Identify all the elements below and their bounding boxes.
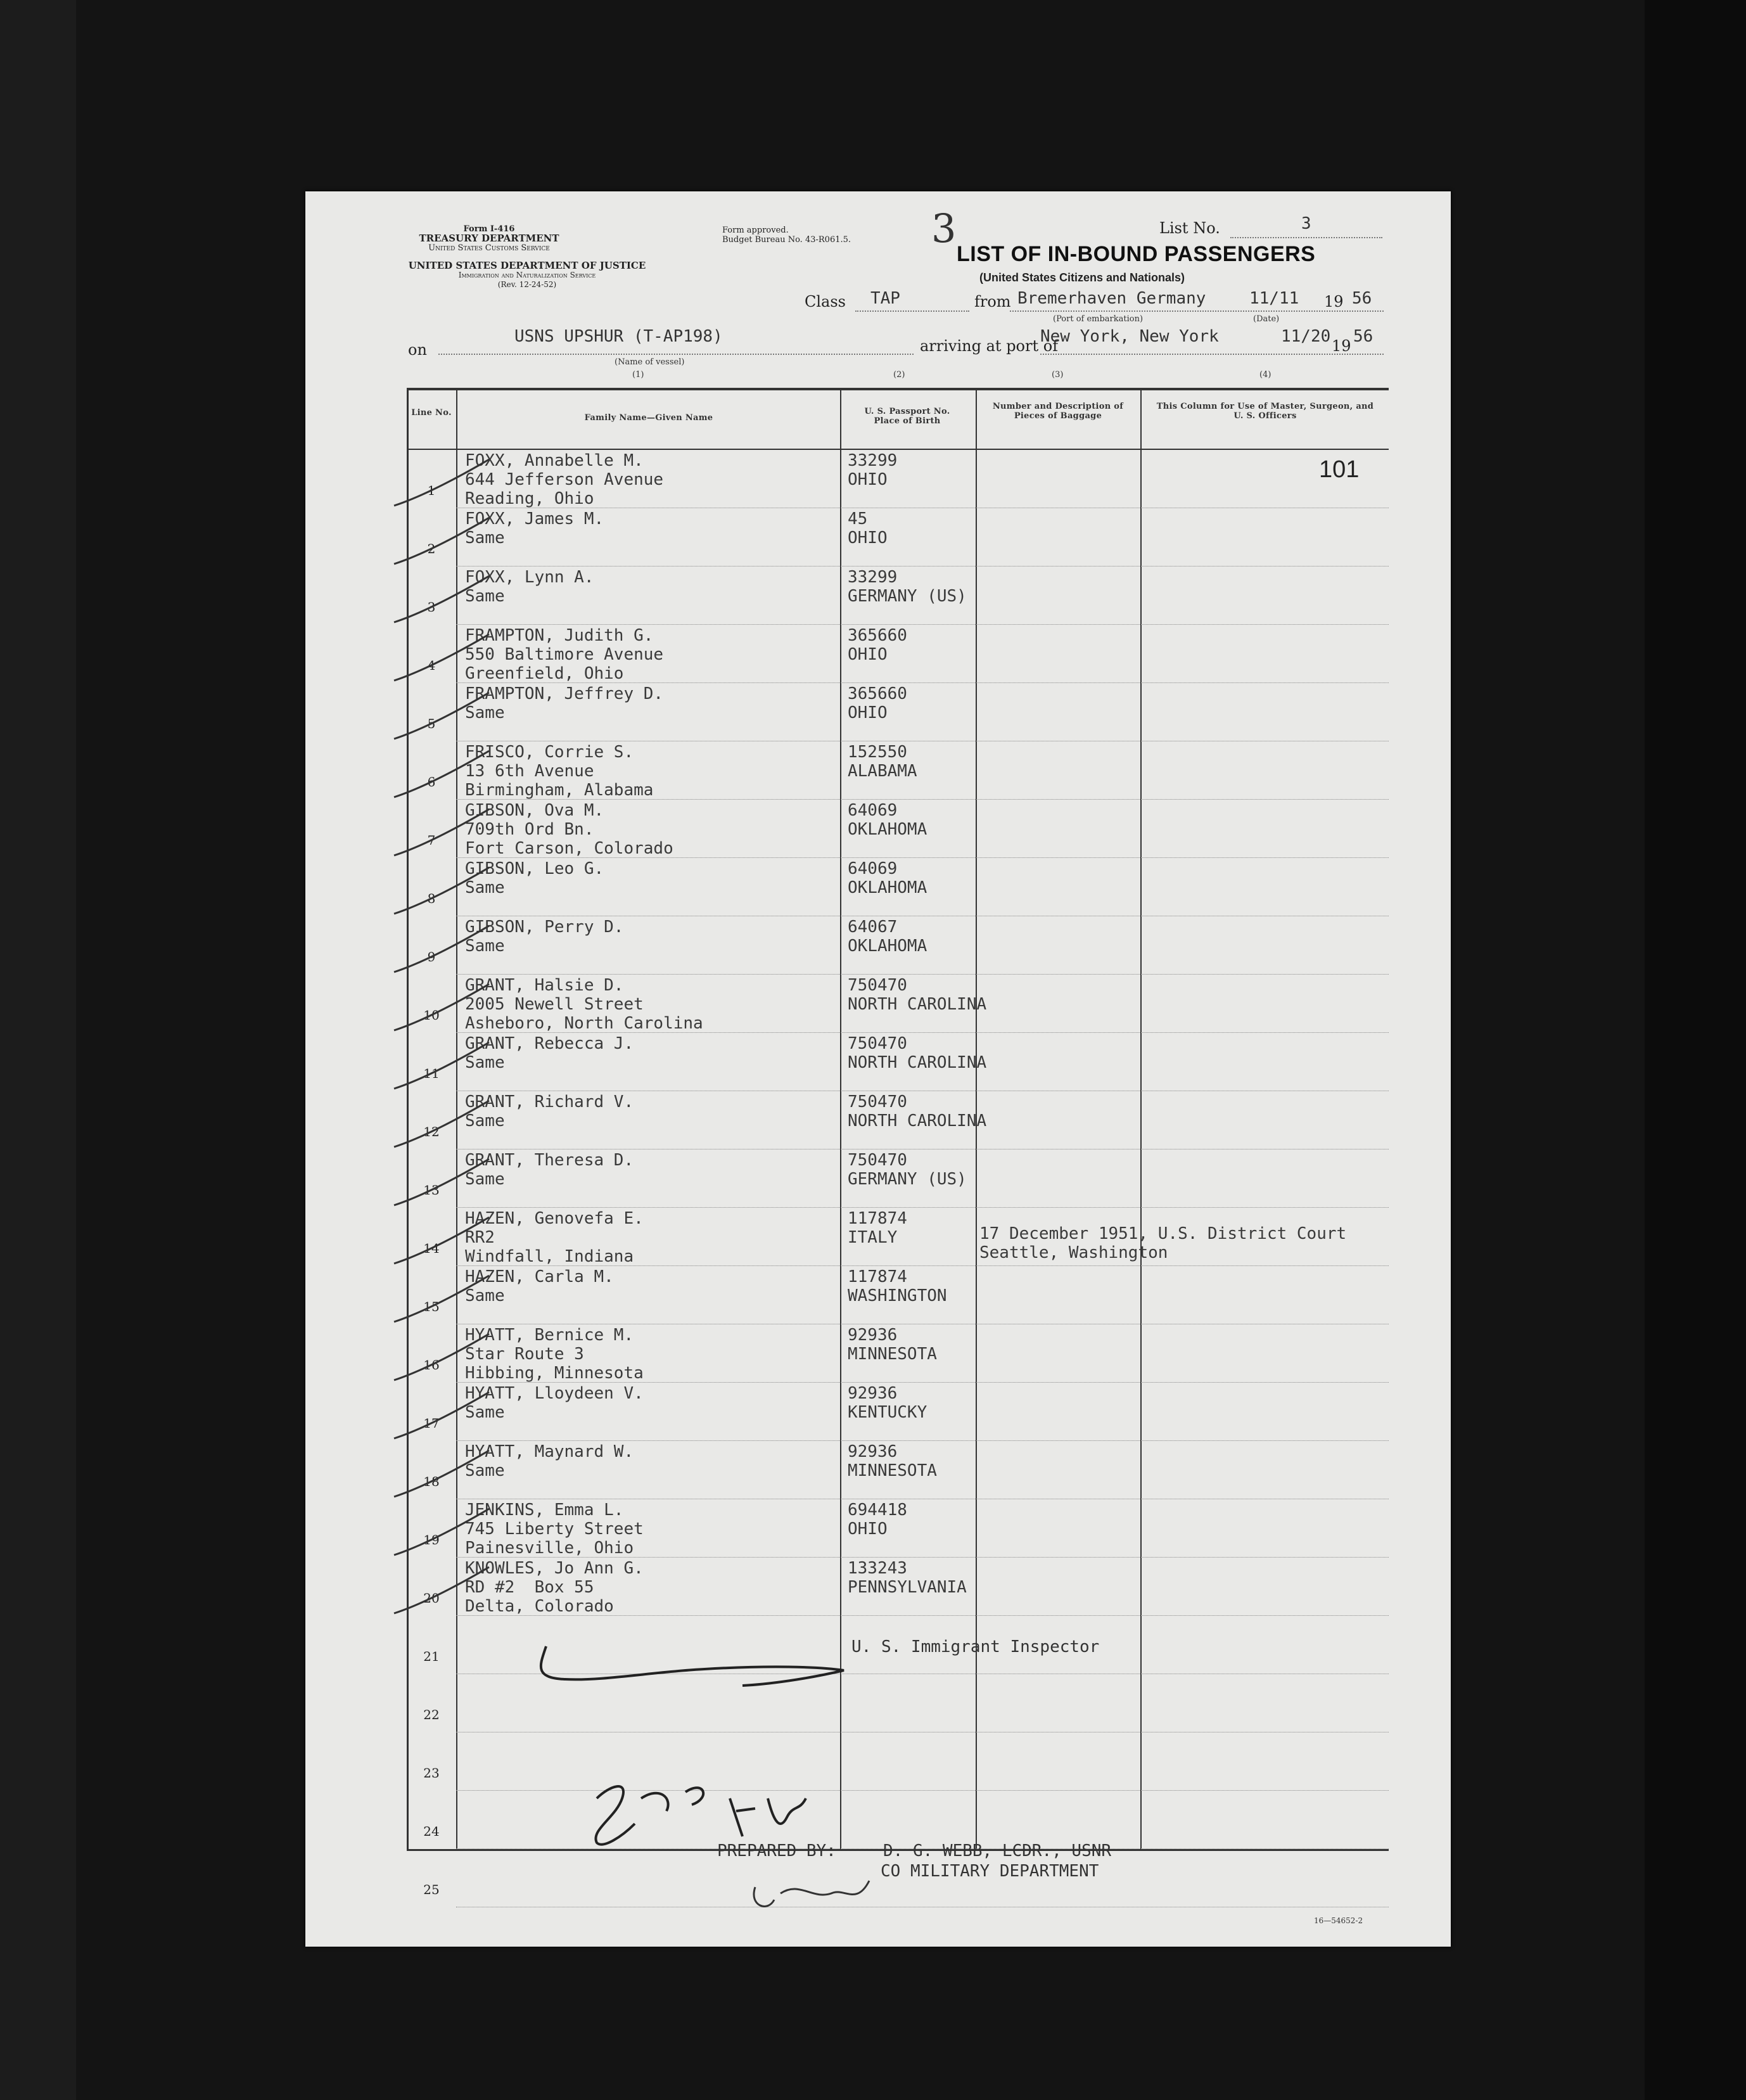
line-number: 12 — [423, 1124, 440, 1139]
tally-mark — [394, 1567, 489, 1613]
tally-mark — [394, 1450, 489, 1497]
passenger-address: Painesville, Ohio — [465, 1539, 634, 1558]
tally-mark — [394, 926, 489, 972]
passport-number: 33299 — [848, 568, 898, 587]
date-caption: (Date) — [1253, 314, 1280, 324]
passenger-address: Same — [465, 1286, 505, 1305]
handwritten-list-number: 3 — [931, 205, 957, 252]
passport-number: 694418 — [848, 1501, 907, 1520]
page-subtitle: (United States Citizens and Nationals) — [979, 271, 1185, 284]
list-no-dotline — [1230, 237, 1382, 238]
line-number: 17 — [423, 1416, 440, 1431]
line-number: 5 — [427, 716, 436, 731]
passport-number: 33299 — [848, 451, 898, 470]
table-row — [407, 508, 1389, 567]
passenger-address: Fort Carson, Colorado — [465, 839, 673, 858]
place-of-birth: WASHINGTON — [848, 1286, 947, 1305]
place-of-birth: GERMANY (US) — [848, 587, 967, 606]
line-number: 19 — [423, 1532, 440, 1547]
passenger-address: 2005 Newell Street — [465, 995, 644, 1014]
tally-mark — [394, 459, 489, 506]
line-number: 16 — [423, 1357, 440, 1373]
line-number: 3 — [427, 599, 436, 615]
year-prefix: 19 — [1332, 337, 1351, 355]
col-header-officers: This Column for Use of Master, Surgeon, and U. S. Officers — [1156, 402, 1374, 421]
class-label: Class — [805, 293, 846, 311]
table-row — [407, 975, 1389, 1033]
inspector-label: U. S. Immigrant Inspector — [851, 1637, 1100, 1656]
line-number: 11 — [423, 1066, 440, 1081]
passenger-address: 644 Jefferson Avenue — [465, 470, 664, 489]
table-row — [407, 1324, 1389, 1383]
passport-number: 750470 — [848, 1151, 907, 1170]
arrival-port-value: New York, New York — [1040, 327, 1219, 346]
table-row — [407, 567, 1389, 625]
passenger-address: RR2 — [465, 1228, 495, 1247]
passenger-address: Same — [465, 878, 505, 897]
place-of-birth: NORTH CAROLINA — [848, 1111, 987, 1130]
passport-number: 45 — [848, 509, 868, 528]
passenger-address: Hibbing, Minnesota — [465, 1364, 644, 1383]
col-num-4: (4) — [1259, 370, 1271, 380]
table-row — [407, 800, 1389, 858]
place-of-birth: OHIO — [848, 703, 888, 722]
list-no-value: 3 — [1301, 214, 1311, 233]
vessel-value: USNS UPSHUR (T-AP198) — [514, 327, 723, 346]
arrival-year-value: 56 — [1353, 327, 1373, 346]
tally-mark — [394, 868, 489, 914]
scan-border-right — [1645, 0, 1746, 2100]
passenger-name: KNOWLES, Jo Ann G. — [465, 1559, 644, 1578]
place-of-birth: OHIO — [848, 470, 888, 489]
passport-number: 117874 — [848, 1267, 907, 1286]
col-num-1: (1) — [632, 370, 644, 380]
passport-number: 365660 — [848, 684, 907, 703]
passport-number: 92936 — [848, 1442, 898, 1461]
passenger-name: GRANT, Richard V. — [465, 1092, 634, 1111]
place-of-birth: OHIO — [848, 645, 888, 664]
table-row — [407, 1149, 1389, 1208]
tally-mark — [394, 1509, 489, 1555]
treasury-dept: TREASURY DEPARTMENT — [419, 233, 559, 244]
table-row — [407, 1383, 1389, 1441]
table-row — [407, 1558, 1389, 1616]
passport-number: 64069 — [848, 801, 898, 820]
passenger-address: Same — [465, 937, 505, 956]
passenger-name: GRANT, Theresa D. — [465, 1151, 634, 1170]
tally-mark — [394, 984, 489, 1030]
col-header-baggage: Number and Description of Pieces of Baggage — [992, 402, 1124, 421]
passenger-address: Star Route 3 — [465, 1345, 584, 1364]
line-number: 9 — [427, 949, 436, 964]
passport-number: 92936 — [848, 1384, 898, 1403]
line-number: 22 — [423, 1707, 440, 1722]
passenger-address: Same — [465, 703, 505, 722]
place-of-birth: KENTUCKY — [848, 1403, 927, 1422]
port-embarkation-value: Bremerhaven Germany — [1017, 289, 1206, 308]
arrival-date-value: 11/20 — [1281, 327, 1331, 346]
line-number: 2 — [427, 541, 436, 556]
table-row — [407, 1033, 1389, 1091]
passenger-name: HAZEN, Genovefa E. — [465, 1209, 644, 1228]
vessel-caption: (Name of vessel) — [615, 357, 685, 367]
handwritten-signatures — [502, 1608, 1021, 2001]
passenger-name: GRANT, Rebecca J. — [465, 1034, 634, 1053]
passport-number: 365660 — [848, 626, 907, 645]
line-number: 4 — [427, 658, 436, 673]
year-prefix: 19 — [1324, 293, 1344, 311]
passport-number: 152550 — [848, 743, 907, 762]
arrival-dotline — [1040, 354, 1384, 355]
tally-mark — [394, 1159, 489, 1205]
embarkation-date-value: 11/11 — [1249, 289, 1299, 308]
passenger-name: FRAMPTON, Judith G. — [465, 626, 654, 645]
justice-dept: UNITED STATES DEPARTMENT OF JUSTICE — [408, 260, 646, 271]
form-approved: Form approved. — [722, 226, 789, 235]
place-of-birth: OKLAHOMA — [848, 937, 927, 956]
col-header-passport: U. S. Passport No. Place of Birth — [864, 407, 950, 426]
place-of-birth: ALABAMA — [848, 762, 917, 781]
place-of-birth: NORTH CAROLINA — [848, 1053, 987, 1072]
line-number: 18 — [423, 1474, 440, 1489]
passenger-name: GIBSON, Perry D. — [465, 918, 624, 937]
passenger-address: Same — [465, 528, 505, 547]
tally-mark — [394, 693, 489, 739]
passenger-address: Same — [465, 1461, 505, 1480]
passenger-address: Reading, Ohio — [465, 489, 594, 508]
tally-mark — [394, 518, 489, 564]
line-number: 1 — [427, 483, 436, 498]
place-of-birth: OKLAHOMA — [848, 878, 927, 897]
line-number: 13 — [423, 1182, 440, 1198]
tally-mark — [394, 1276, 489, 1322]
place-of-birth: NORTH CAROLINA — [848, 995, 987, 1014]
tally-mark — [394, 1042, 489, 1089]
passenger-address: Delta, Colorado — [465, 1597, 614, 1616]
passenger-address: Same — [465, 1403, 505, 1422]
passport-number: 133243 — [848, 1559, 907, 1578]
line-number: 14 — [423, 1241, 440, 1256]
line-number: 8 — [427, 891, 436, 906]
passenger-address: RD #2 Box 55 — [465, 1578, 594, 1597]
passport-number: 92936 — [848, 1326, 898, 1345]
class-value: TAP — [870, 289, 900, 308]
passport-number: 64067 — [848, 918, 898, 937]
place-of-birth: OHIO — [848, 528, 888, 547]
passenger-address: Same — [465, 587, 505, 606]
passport-number: 750470 — [848, 1092, 907, 1111]
arriving-label: arriving at port of — [920, 337, 1059, 355]
prepared-by-title: CO MILITARY DEPARTMENT — [881, 1862, 1099, 1881]
passenger-name: HYATT, Lloydeen V. — [465, 1384, 644, 1403]
passenger-address: Greenfield, Ohio — [465, 664, 624, 683]
footer-form-code: 16—54652-2 — [1314, 1916, 1363, 1925]
passenger-name: GIBSON, Leo G. — [465, 859, 604, 878]
table-row — [407, 625, 1389, 683]
passenger-address: Same — [465, 1053, 505, 1072]
col-header-line: Line No. — [411, 408, 452, 418]
line-number: 24 — [423, 1824, 440, 1839]
place-of-birth: PENNSYLVANIA — [848, 1578, 967, 1597]
place-of-birth: MINNESOTA — [848, 1461, 937, 1480]
vessel-dotline — [438, 354, 914, 355]
passenger-name: FRISCO, Corrie S. — [465, 743, 634, 762]
line-number: 10 — [423, 1008, 440, 1023]
passenger-address: 13 6th Avenue — [465, 762, 594, 781]
form-number: Form I-416 — [463, 224, 515, 234]
col-header-name: Family Name—Given Name — [584, 413, 713, 423]
table-row — [407, 683, 1389, 741]
form-agency-block — [400, 224, 578, 253]
passenger-address: Same — [465, 1111, 505, 1130]
place-of-birth: ITALY — [848, 1228, 898, 1247]
tally-mark — [394, 809, 489, 855]
table-row — [407, 450, 1389, 508]
embarkation-year-value: 56 — [1352, 289, 1372, 308]
line-number: 7 — [427, 833, 436, 848]
place-of-birth: GERMANY (US) — [848, 1170, 967, 1189]
place-of-birth: OHIO — [848, 1520, 888, 1539]
passenger-address: Asheboro, North Carolina — [465, 1014, 703, 1033]
passenger-name: FOXX, James M. — [465, 509, 604, 528]
line-number: 15 — [423, 1299, 440, 1314]
line-number: 21 — [423, 1649, 440, 1664]
line-number: 6 — [427, 774, 436, 790]
naturalization-note: 17 December 1951, U.S. District Court — [979, 1224, 1347, 1243]
place-of-birth: MINNESOTA — [848, 1345, 937, 1364]
passenger-name: FOXX, Annabelle M. — [465, 451, 644, 470]
tally-mark — [394, 1392, 489, 1438]
prepared-by-name: D. G. WEBB, LCDR., USNR — [883, 1841, 1112, 1860]
tally-mark — [394, 1101, 489, 1147]
table-row — [407, 858, 1389, 916]
passenger-name: FOXX, Lynn A. — [465, 568, 594, 587]
line-number: 20 — [423, 1591, 440, 1606]
prepared-by-label: PREPARED BY: — [717, 1841, 836, 1860]
passenger-name: GIBSON, Ova M. — [465, 801, 604, 820]
passport-number: 750470 — [848, 1034, 907, 1053]
officer-stamp-number: 101 — [1319, 456, 1360, 483]
passenger-name: JENKINS, Emma L. — [465, 1501, 624, 1520]
tally-mark — [394, 751, 489, 797]
list-no-label: List No. — [1159, 219, 1220, 237]
passport-number: 750470 — [848, 976, 907, 995]
table-row — [407, 1091, 1389, 1149]
line-number: 23 — [423, 1765, 440, 1781]
budget-bureau-no: Budget Bureau No. 43-R061.5. — [722, 235, 851, 245]
passenger-name: FRAMPTON, Jeffrey D. — [465, 684, 664, 703]
table-row — [407, 1266, 1389, 1324]
class-dotline — [855, 311, 969, 312]
passenger-address: Same — [465, 1170, 505, 1189]
place-of-birth: OKLAHOMA — [848, 820, 927, 839]
customs-service: United States Customs Service — [428, 243, 550, 253]
from-dotline — [1010, 311, 1384, 312]
passenger-name: HYATT, Bernice M. — [465, 1326, 634, 1345]
scan-border-left — [0, 0, 76, 2100]
tally-mark — [394, 1217, 489, 1264]
approval-block — [722, 226, 887, 245]
passenger-name: HYATT, Maynard W. — [465, 1442, 634, 1461]
naturalization-note: Seattle, Washington — [979, 1243, 1168, 1262]
tally-mark — [394, 576, 489, 622]
passenger-address: Windfall, Indiana — [465, 1247, 634, 1266]
table-row — [407, 1441, 1389, 1499]
table-row — [407, 741, 1389, 800]
justice-block — [388, 261, 666, 290]
table-row — [407, 916, 1389, 975]
passport-number: 117874 — [848, 1209, 907, 1228]
passenger-name: HAZEN, Carla M. — [465, 1267, 614, 1286]
table-row — [407, 1208, 1389, 1266]
ins-service: Immigration and Naturalization Service — [458, 271, 596, 279]
on-label: on — [408, 341, 427, 359]
passenger-address: 550 Baltimore Avenue — [465, 645, 664, 664]
table-row — [407, 1499, 1389, 1558]
port-embarkation-caption: (Port of embarkation) — [1053, 314, 1144, 324]
col-num-2: (2) — [893, 370, 905, 380]
passport-number: 64069 — [848, 859, 898, 878]
tally-mark — [394, 1334, 489, 1380]
form-revision: (Rev. 12-24-52) — [497, 280, 557, 289]
passenger-name: GRANT, Halsie D. — [465, 976, 624, 995]
col-num-3: (3) — [1052, 370, 1064, 380]
passenger-address: 709th Ord Bn. — [465, 820, 594, 839]
tally-mark — [394, 634, 489, 681]
page-title: LIST OF IN-BOUND PASSENGERS — [957, 242, 1316, 266]
table-top-border — [407, 388, 1389, 390]
tally-marks — [381, 388, 521, 1851]
from-label: from — [974, 293, 1011, 311]
passenger-address: Birmingham, Alabama — [465, 781, 654, 800]
manifest-page — [305, 191, 1451, 1947]
line-number: 25 — [423, 1882, 440, 1897]
passenger-address: 745 Liberty Street — [465, 1520, 644, 1539]
